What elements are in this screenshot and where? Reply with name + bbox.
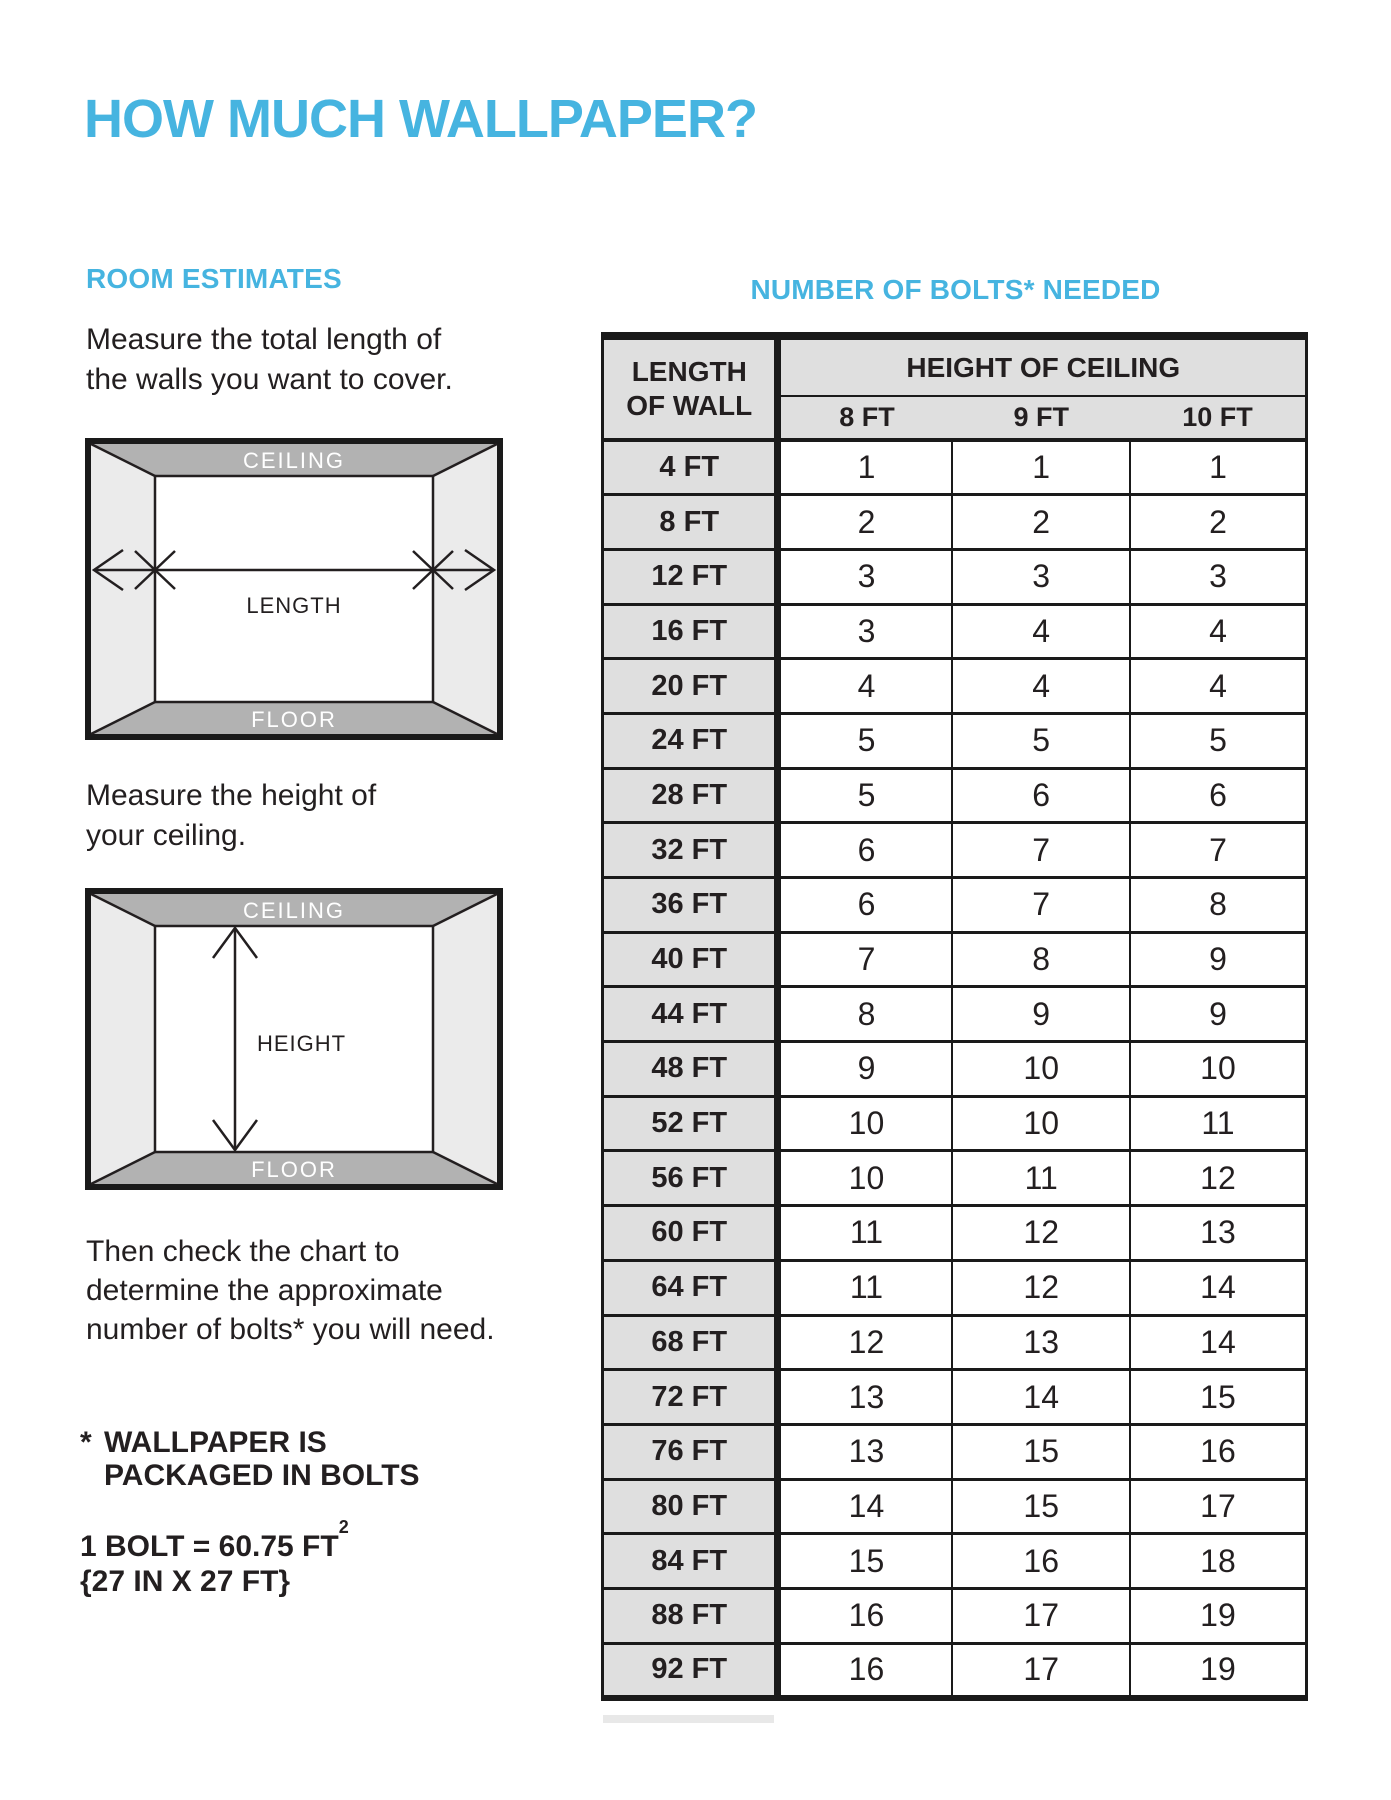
right-wall-face	[433, 894, 497, 1184]
bolt-count-cell-9ft: 8	[952, 932, 1130, 987]
footnote-asterisk: *	[80, 1426, 92, 1459]
left-wall-face	[91, 894, 155, 1184]
bolt-count-cell-8ft: 6	[778, 823, 952, 878]
wall-length-cell: 84 FT	[603, 1534, 778, 1589]
bolt-count-cell-10ft: 13	[1130, 1206, 1307, 1261]
bolt-count-cell-9ft: 10	[952, 1096, 1130, 1151]
length-label: LENGTH	[246, 593, 342, 618]
wall-length-cell: 36 FT	[603, 878, 778, 933]
bolt-count-cell-9ft: 4	[952, 659, 1130, 714]
bolt-count-cell-10ft: 9	[1130, 987, 1307, 1042]
bolt-count-cell-9ft: 14	[952, 1370, 1130, 1425]
bolt-count-cell-10ft: 7	[1130, 823, 1307, 878]
column-header-9ft: 9 FT	[952, 396, 1130, 440]
wall-length-cell: 20 FT	[603, 659, 778, 714]
bolt-count-cell-8ft: 12	[778, 1315, 952, 1370]
bolt-count-cell-9ft: 4	[952, 604, 1130, 659]
bolt-count-cell-8ft: 5	[778, 768, 952, 823]
bolt-count-cell-8ft: 7	[778, 932, 952, 987]
table-row	[603, 878, 1307, 933]
table-row	[603, 604, 1307, 659]
bolt-count-cell-9ft: 12	[952, 1206, 1130, 1261]
bolt-count-cell-8ft: 4	[778, 659, 952, 714]
footnote-line: WALLPAPER IS	[104, 1426, 327, 1459]
measure-length-paragraph	[86, 320, 453, 400]
paragraph-line: Measure the height of	[86, 779, 377, 812]
paragraph-line: Measure the total length of	[86, 323, 442, 356]
wall-length-cell: 60 FT	[603, 1206, 778, 1261]
wall-length-cell: 32 FT	[603, 823, 778, 878]
bolts-needed-heading: NUMBER OF BOLTS* NEEDED	[750, 274, 1161, 305]
wall-length-cell: 80 FT	[603, 1479, 778, 1534]
squared-superscript: 2	[338, 1517, 349, 1537]
bolt-count-cell-10ft: 10	[1130, 1042, 1307, 1097]
bolt-count-cell-9ft: 13	[952, 1315, 1130, 1370]
column-header-8ft: 8 FT	[778, 396, 952, 440]
bolt-count-cell-9ft: 17	[952, 1643, 1130, 1698]
table-row	[603, 1588, 1307, 1643]
bolt-count-cell-8ft: 9	[778, 1042, 952, 1097]
bolt-count-cell-10ft: 19	[1130, 1643, 1307, 1698]
wall-length-cell: 52 FT	[603, 1096, 778, 1151]
bolt-count-cell-8ft: 5	[778, 713, 952, 768]
bolt-count-cell-10ft: 5	[1130, 713, 1307, 768]
table-row	[603, 1151, 1307, 1206]
room-length-diagram	[85, 438, 503, 740]
bolt-count-cell-9ft: 7	[952, 823, 1130, 878]
table-row	[603, 1315, 1307, 1370]
bolt-count-cell-8ft: 16	[778, 1643, 952, 1698]
bolt-count-cell-9ft: 9	[952, 987, 1130, 1042]
bolt-count-cell-10ft: 17	[1130, 1479, 1307, 1534]
wall-length-cell: 88 FT	[603, 1588, 778, 1643]
wall-length-cell: 24 FT	[603, 713, 778, 768]
bolt-count-cell-8ft: 2	[778, 495, 952, 550]
table-row	[603, 713, 1307, 768]
bolt-count-cell-10ft: 1	[1130, 440, 1307, 495]
bolt-count-cell-9ft: 15	[952, 1479, 1130, 1534]
table-shadow-strip	[603, 1715, 774, 1723]
bolt-count-cell-8ft: 13	[778, 1370, 952, 1425]
bolt-count-cell-9ft: 12	[952, 1260, 1130, 1315]
bolt-dimensions-line: {27 IN X 27 FT}	[80, 1565, 291, 1598]
bolt-count-cell-10ft: 15	[1130, 1370, 1307, 1425]
wall-length-cell: 40 FT	[603, 932, 778, 987]
table-row	[603, 823, 1307, 878]
table-row	[603, 440, 1307, 495]
wall-length-cell: 8 FT	[603, 495, 778, 550]
bolt-count-cell-10ft: 4	[1130, 604, 1307, 659]
bolt-count-cell-9ft: 5	[952, 713, 1130, 768]
bolt-count-cell-8ft: 11	[778, 1206, 952, 1261]
bolt-count-cell-10ft: 12	[1130, 1151, 1307, 1206]
back-wall-face	[155, 476, 433, 702]
bolt-count-cell-9ft: 17	[952, 1588, 1130, 1643]
bolt-equation-text: 1 BOLT = 60.75 FT	[80, 1530, 339, 1563]
table-row	[603, 1260, 1307, 1315]
bolt-count-cell-10ft: 6	[1130, 768, 1307, 823]
wall-length-cell: 4 FT	[603, 440, 778, 495]
table-row	[603, 1479, 1307, 1534]
header-line: OF WALL	[626, 390, 753, 421]
table-row	[603, 495, 1307, 550]
bolt-count-cell-8ft: 15	[778, 1534, 952, 1589]
bolt-count-cell-8ft: 16	[778, 1588, 952, 1643]
check-chart-paragraph	[86, 1232, 495, 1349]
paragraph-line: the walls you want to cover.	[86, 363, 453, 396]
height-label: HEIGHT	[257, 1031, 347, 1056]
height-of-ceiling-header: HEIGHT OF CEILING	[778, 336, 1307, 396]
measure-height-paragraph	[86, 776, 376, 856]
bolt-count-cell-9ft: 1	[952, 440, 1130, 495]
wallpaper-bolts-footnote	[80, 1426, 420, 1492]
column-header-10ft: 10 FT	[1130, 396, 1307, 440]
table-row	[603, 1643, 1307, 1698]
bolt-count-cell-10ft: 9	[1130, 932, 1307, 987]
paragraph-line: number of bolts* you will need.	[86, 1313, 495, 1346]
paragraph-line: Then check the chart to	[86, 1235, 400, 1268]
ceiling-label: CEILING	[242, 898, 346, 923]
bolt-count-cell-10ft: 3	[1130, 549, 1307, 604]
bolt-count-cell-9ft: 16	[952, 1534, 1130, 1589]
header-line: LENGTH	[631, 356, 747, 387]
wall-length-cell: 28 FT	[603, 768, 778, 823]
bolt-size-info	[80, 1517, 349, 1599]
table-row	[603, 1096, 1307, 1151]
paragraph-line: your ceiling.	[86, 819, 247, 852]
bolt-count-cell-10ft: 2	[1130, 495, 1307, 550]
bolt-count-cell-8ft: 10	[778, 1096, 952, 1151]
bolt-equation-line	[80, 1517, 349, 1564]
wall-length-cell: 44 FT	[603, 987, 778, 1042]
table-row	[603, 1206, 1307, 1261]
wall-length-cell: 72 FT	[603, 1370, 778, 1425]
bolt-count-cell-8ft: 8	[778, 987, 952, 1042]
paragraph-line: determine the approximate	[86, 1274, 443, 1307]
floor-label: FLOOR	[251, 1157, 337, 1182]
page-title: HOW MUCH WALLPAPER?	[84, 89, 757, 149]
bolt-count-cell-10ft: 11	[1130, 1096, 1307, 1151]
length-of-wall-header	[603, 336, 778, 440]
wall-length-cell: 56 FT	[603, 1151, 778, 1206]
ceiling-label: CEILING	[242, 448, 346, 473]
wall-length-cell: 12 FT	[603, 549, 778, 604]
bolt-count-cell-9ft: 7	[952, 878, 1130, 933]
bolts-table-container	[601, 332, 1308, 1701]
bolt-count-cell-9ft: 2	[952, 495, 1130, 550]
bolt-count-cell-8ft: 1	[778, 440, 952, 495]
bolt-count-cell-10ft: 14	[1130, 1315, 1307, 1370]
bolt-count-cell-10ft: 18	[1130, 1534, 1307, 1589]
room-height-diagram	[85, 888, 503, 1190]
bolt-table-body	[603, 440, 1307, 1698]
bolt-count-cell-9ft: 11	[952, 1151, 1130, 1206]
bolt-count-cell-9ft: 3	[952, 549, 1130, 604]
bolt-count-cell-8ft: 3	[778, 604, 952, 659]
wall-length-cell: 92 FT	[603, 1643, 778, 1698]
table-header-row	[603, 336, 1307, 396]
bolt-count-cell-9ft: 15	[952, 1424, 1130, 1479]
table-row	[603, 1042, 1307, 1097]
table-row	[603, 768, 1307, 823]
bolt-count-cell-10ft: 16	[1130, 1424, 1307, 1479]
table-row	[603, 987, 1307, 1042]
wall-length-cell: 68 FT	[603, 1315, 778, 1370]
table-row	[603, 1534, 1307, 1589]
table-row	[603, 659, 1307, 714]
bolt-count-cell-8ft: 13	[778, 1424, 952, 1479]
table-row	[603, 1424, 1307, 1479]
wall-length-cell: 76 FT	[603, 1424, 778, 1479]
bolt-count-cell-9ft: 10	[952, 1042, 1130, 1097]
bolt-count-cell-8ft: 10	[778, 1151, 952, 1206]
bolt-count-cell-10ft: 8	[1130, 878, 1307, 933]
table-row	[603, 549, 1307, 604]
wall-length-cell: 48 FT	[603, 1042, 778, 1097]
bolt-count-cell-10ft: 4	[1130, 659, 1307, 714]
bolt-count-cell-8ft: 3	[778, 549, 952, 604]
bolt-count-cell-8ft: 6	[778, 878, 952, 933]
bolts-table	[601, 332, 1308, 1701]
bolt-count-cell-8ft: 14	[778, 1479, 952, 1534]
bolt-count-cell-10ft: 14	[1130, 1260, 1307, 1315]
bolt-count-cell-8ft: 11	[778, 1260, 952, 1315]
floor-label: FLOOR	[251, 707, 337, 732]
wall-length-cell: 64 FT	[603, 1260, 778, 1315]
room-estimates-heading: ROOM ESTIMATES	[86, 263, 342, 294]
table-row	[603, 932, 1307, 987]
wall-length-cell: 16 FT	[603, 604, 778, 659]
bolt-count-cell-10ft: 19	[1130, 1588, 1307, 1643]
bolt-count-cell-9ft: 6	[952, 768, 1130, 823]
table-row	[603, 1370, 1307, 1425]
footnote-line: PACKAGED IN BOLTS	[104, 1459, 420, 1492]
